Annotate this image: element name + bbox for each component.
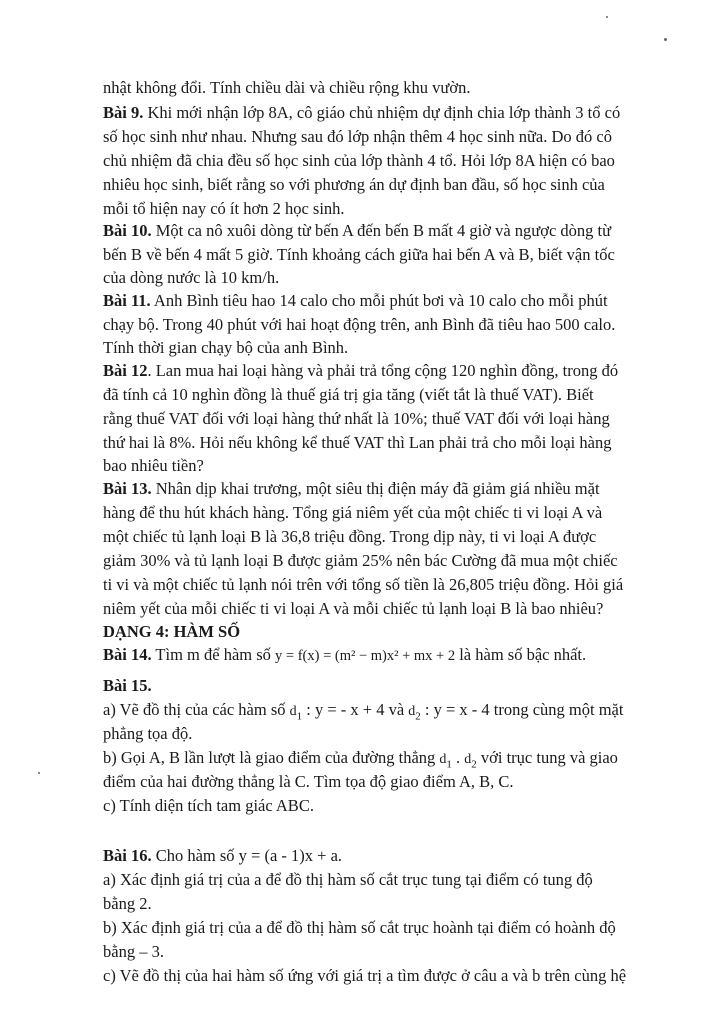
line-symbol: d bbox=[439, 752, 447, 767]
text-line: nhật không đổi. Tính chiều dài và chiều rộng khu vườn. bbox=[103, 78, 471, 97]
line-symbol: d bbox=[464, 752, 472, 767]
text-line: bến B về bến 4 mất 5 giờ. Tính khoảng cách giữa hai bến A và B, biết vận tốc bbox=[103, 245, 615, 264]
text-line: Bài 13. Nhân dịp khai trương, một siêu thị điện máy đã giảm giá nhiều mặt bbox=[103, 479, 600, 498]
line-symbol: d bbox=[408, 704, 416, 719]
text-line: a) Xác định giá trị của a để đồ thị hàm số cắt trục tung tại điểm có tung độ bbox=[103, 870, 593, 889]
text-line: nhiêu học sinh, biết rằng so với phương án dự định ban đầu, số học sinh của bbox=[103, 175, 605, 194]
text-line: bằng 2. bbox=[103, 894, 152, 913]
scan-speck bbox=[38, 772, 40, 774]
exercise-label: Bài 15. bbox=[103, 676, 152, 695]
text-line: phẳng tọa độ. bbox=[103, 724, 193, 743]
section-heading: DẠNG 4: HÀM SỐ bbox=[103, 622, 241, 641]
exercise-label: Bài 9. bbox=[103, 103, 144, 122]
text-line: chạy bộ. Trong 40 phút với hai hoạt động trên, anh Bình đã tiêu hao 500 calo. bbox=[103, 315, 616, 334]
text-line: mỗi tổ hiện nay có ít hơn 2 học sinh. bbox=[103, 199, 345, 218]
text-line: số học sinh như nhau. Nhưng sau đó lớp nhận thêm 4 học sinh nữa. Do đó cô bbox=[103, 127, 612, 146]
text-line: ti vi và một chiếc tủ lạnh nói trên với tổng số tiền là 26,805 triệu đồng. Hỏi giá bbox=[103, 575, 624, 594]
exercise-label: Bài 14. bbox=[103, 645, 152, 664]
formula: y = f(x) = (m² − m)x² + mx + 2 bbox=[275, 648, 456, 664]
text-line: chủ nhiệm đã chia đều số học sinh của lớp thành 4 tổ. Hỏi lớp 8A hiện có bao bbox=[103, 151, 615, 170]
text-line: một chiếc tủ lạnh loại B là 36,8 triệu đồng. Trong dịp này, ti vi loại A được bbox=[103, 527, 597, 546]
exercise-label: Bài 13. bbox=[103, 479, 152, 498]
text-line: bằng – 3. bbox=[103, 942, 164, 961]
text-line: c) Tính diện tích tam giác ABC. bbox=[103, 796, 314, 815]
text-line: Bài 10. Một ca nô xuôi dòng từ bến A đến bến B mất 4 giờ và ngược dòng từ bbox=[103, 221, 612, 240]
line-symbol: d bbox=[289, 704, 297, 719]
text-line: hàng để thu hút khách hàng. Tổng giá niêm yết của một chiếc ti vi loại A và bbox=[103, 503, 603, 522]
text-line: Tính thời gian chạy bộ của anh Bình. bbox=[103, 338, 349, 357]
exercise-label: Bài 12 bbox=[103, 361, 148, 380]
text-line: Bài 12. Lan mua hai loại hàng và phải trả tổng cộng 120 nghìn đồng, trong đó bbox=[103, 361, 619, 380]
text-line: giảm 30% và tủ lạnh loại B được giảm 25% nên bác Cường đã mua một chiếc bbox=[103, 551, 618, 570]
text-line: thứ hai là 8%. Hỏi nếu không kể thuế VAT thì Lan phải trả cho mỗi loại hàng bbox=[103, 433, 612, 452]
scan-speck bbox=[606, 16, 608, 18]
text-line: a) Vẽ đồ thị của các hàm số $d_1$ : y = - x + 4 và $d_2$ : y = x - 4 trong cùng một mặt bbox=[103, 700, 624, 723]
text-line: Bài 14. Tìm m để hàm số y = f(x) = (m² − m)x² + mx + 2 là hàm số bậc nhất. bbox=[103, 645, 587, 664]
text-line: Bài 16. Cho hàm số y = (a - 1)x + a. bbox=[103, 846, 343, 865]
text-line: c) Vẽ đồ thị của hai hàm số ứng với giá trị a tìm được ở câu a và b trên cùng hệ bbox=[103, 966, 627, 985]
text-line: bao nhiêu tiền? bbox=[103, 456, 204, 475]
text-line: b) Xác định giá trị của a để đồ thị hàm số cắt trục hoành tại điểm có hoành độ bbox=[103, 918, 616, 937]
text-line: đã tính cả 10 nghìn đồng là thuế giá trị gia tăng (viết tắt là thuế VAT). Biết bbox=[103, 385, 594, 404]
text-line: Bài 11. Anh Bình tiêu hao 14 calo cho mỗi phút bơi và 10 calo cho mỗi phút bbox=[103, 291, 608, 310]
text-line: niêm yết của mỗi chiếc ti vi loại A và mỗi chiếc tủ lạnh loại B là bao nhiêu? bbox=[103, 599, 604, 618]
exercise-label: Bài 10. bbox=[103, 221, 152, 240]
scan-speck bbox=[664, 38, 667, 41]
exercise-label: Bài 16. bbox=[103, 846, 152, 865]
text-line: b) Gọi A, B lần lượt là giao điểm của đường thẳng $d_1$ . $d_2$ với trục tung và giao bbox=[103, 748, 618, 771]
text-line: điểm của hai đường thẳng là C. Tìm tọa độ giao điểm A, B, C. bbox=[103, 772, 514, 791]
text-line: Bài 9. Khi mới nhận lớp 8A, cô giáo chủ nhiệm dự định chia lớp thành 3 tổ có bbox=[103, 103, 621, 122]
text-line: rằng thuế VAT đối với loại hàng thứ nhất là 10%; thuế VAT đối với loại hàng bbox=[103, 409, 610, 428]
text-line: của dòng nước là 10 km/h. bbox=[103, 268, 280, 287]
exercise-label: Bài 11. bbox=[103, 291, 151, 310]
